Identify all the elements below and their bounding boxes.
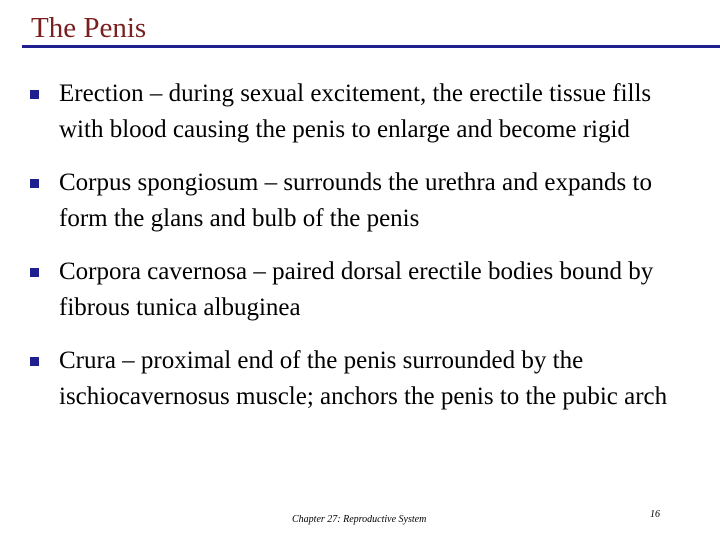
- bullet-item: [30, 76, 700, 148]
- bullet-item: [30, 254, 700, 326]
- bullet-text: Corpora cavernosa – paired dorsal erectile bodies bound by fibrous tunica albuginea: [59, 258, 654, 321]
- bullet-item: [30, 165, 700, 237]
- slide-title: The Penis: [31, 12, 147, 44]
- square-bullet-icon: [30, 357, 39, 366]
- square-bullet-icon: [30, 268, 39, 277]
- square-bullet-icon: [30, 90, 39, 99]
- footer-chapter: Chapter 27: Reproductive System: [292, 514, 427, 525]
- bullet-text: Crura – proximal end of the penis surrounded by the ischiocavernosus muscle; anchors the penis to the pubic arch: [59, 347, 668, 410]
- square-bullet-icon: [30, 179, 39, 188]
- bullet-text: Corpus spongiosum – surrounds the urethra and expands to form the glans and bulb of the penis: [59, 169, 652, 232]
- bullet-list: [30, 76, 700, 432]
- bullet-item: [30, 343, 700, 415]
- page-number: 16: [650, 509, 660, 520]
- title-underline: [22, 45, 720, 48]
- bullet-text: Erection – during sexual excitement, the erectile tissue fills with blood causing the penis to enlarge and become rigid: [59, 80, 652, 143]
